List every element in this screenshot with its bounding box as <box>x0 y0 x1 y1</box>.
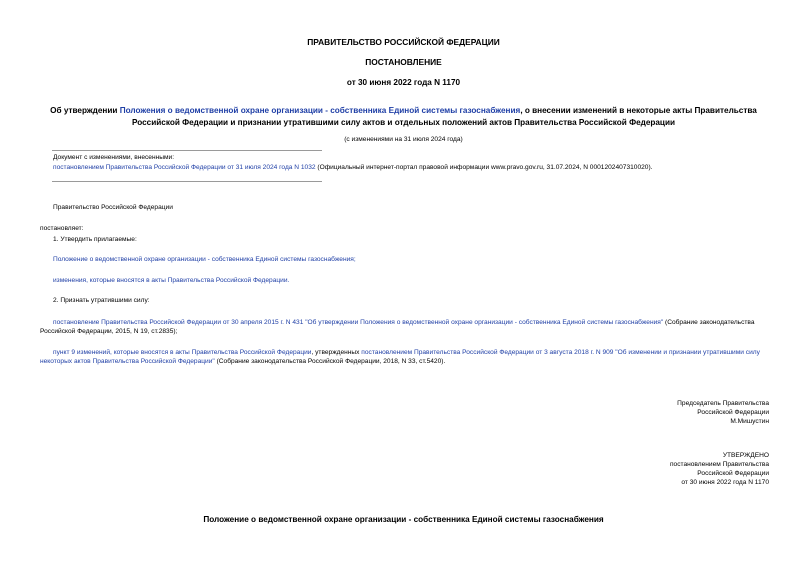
item-2-b-mid: , утвержденных <box>311 349 362 356</box>
signature-block <box>677 400 769 427</box>
divider-bottom <box>52 181 322 182</box>
org-header: ПРАВИТЕЛЬСТВО РОССИЙСКОЙ ФЕДЕРАЦИИ <box>307 37 500 47</box>
government-text: Правительство Российской Федерации <box>53 204 173 211</box>
title-suffix: , о внесении изменений в некоторые акты Правительства Российской Федерации и признании утратившими силу актов и отдельных положений актов Правительства Российской Федерации <box>131 106 757 127</box>
divider-top <box>52 150 322 151</box>
approval-country: Российской Федерации <box>697 469 769 477</box>
approval-block <box>670 452 769 488</box>
changes-decree-link[interactable]: постановлением Правительства Российской Федерации от 31 июля 2024 года N 1032 <box>53 164 316 171</box>
item-2-b-source: (Собрание законодательства Российской Федерации, 2018, N 33, ст.5420). <box>214 357 446 365</box>
item-1: 1. Утвердить прилагаемые: <box>53 236 137 243</box>
item-2-a-source: (Собрание законодательства Российской Федерации, 2015, N 19, ст.2835); <box>40 319 755 335</box>
item-2-a-decree-link[interactable]: постановление Правительства Российской Федерации от 30 апреля 2015 г. N 431 "Об утверждении Положения о ведомственной охране организации - собственника Единой системы газоснабжения" <box>53 319 664 326</box>
signature-country: Российской Федерации <box>697 408 769 416</box>
item-2-b-point-link[interactable]: пункт 9 изменений, которые вносятся в акты Правительства Российской Федерации <box>53 349 312 356</box>
changes-intro: Документ с изменениями, внесенными: <box>53 154 175 161</box>
item-2-a <box>40 319 769 337</box>
edition-note: (с изменениями на 31 июля 2024 года) <box>344 136 463 143</box>
document-date-number: от 30 июня 2022 года N 1170 <box>346 78 461 87</box>
document-title <box>40 105 767 129</box>
approval-stamp: УТВЕРЖДЕНО <box>722 452 769 459</box>
item-1-regulation-link[interactable]: Положение о ведомственной охране организации - собственника Единой системы газоснабжения; <box>53 256 356 263</box>
title-prefix: Об утверждении <box>50 106 120 115</box>
changes-source: (Официальный интернет-портал правовой информации www.pravo.gov.ru, 31.07.2024, N 0001202407310020). <box>315 164 653 171</box>
item-2: 2. Признать утратившими силу: <box>53 297 150 304</box>
signature-name: М.Мишустин <box>730 417 769 425</box>
title-regulation-link[interactable]: Положения о ведомственной охране организации - собственника Единой системы газоснабжения <box>119 106 521 115</box>
signature-position: Председатель Правительства <box>677 400 769 407</box>
resolves-text: постановляет: <box>40 225 84 232</box>
item-2-b <box>40 349 769 367</box>
changes-line <box>53 164 769 173</box>
approval-date: от 30 июня 2022 года N 1170 <box>681 478 769 486</box>
item-1-changes-link[interactable]: изменения, которые вносятся в акты Правительства Российской Федерации. <box>53 277 290 284</box>
regulation-title: Положение о ведомственной охране организации - собственника Единой системы газоснабжения <box>203 515 604 524</box>
item-2-b-decree-link[interactable]: постановлением Правительства Российской Федерации от 3 августа 2018 г. N 909 "Об изменении и признании утратившими силу некоторых актов Правительства Российской Федерации" <box>40 349 760 365</box>
approval-by: постановлением Правительства <box>669 460 769 468</box>
document-type: ПОСТАНОВЛЕНИЕ <box>365 57 442 67</box>
